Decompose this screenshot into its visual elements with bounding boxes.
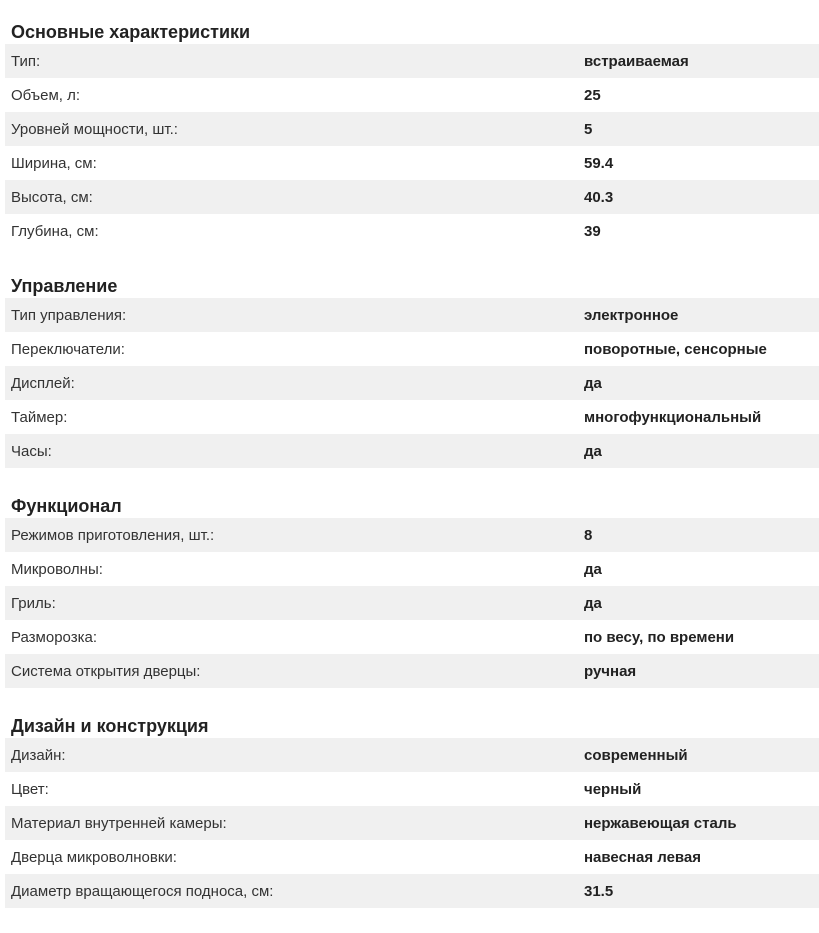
spec-row [5, 434, 819, 468]
spec-label: Гриль: [11, 594, 56, 612]
spec-value: 31.5 [584, 882, 614, 900]
spec-row [5, 586, 819, 620]
spec-label: Разморозка: [11, 628, 98, 646]
spec-row [5, 552, 819, 586]
spec-label: Режимов приготовления, шт.: [11, 526, 215, 544]
spec-value: 5 [584, 120, 593, 138]
spec-label: Тип: [11, 52, 41, 70]
spec-value: нержавеющая сталь [584, 814, 737, 832]
spec-row [5, 298, 819, 332]
spec-value: да [584, 560, 602, 578]
spec-value: электронное [584, 306, 679, 324]
spec-value: черный [584, 780, 642, 798]
spec-row [5, 874, 819, 908]
spec-section [5, 16, 819, 248]
spec-row [5, 738, 819, 772]
spec-rows [5, 738, 819, 908]
spec-rows [5, 44, 819, 248]
spec-label: Материал внутренней камеры: [11, 814, 227, 832]
spec-label: Часы: [11, 442, 52, 460]
spec-value: 40.3 [584, 188, 614, 206]
spec-label: Цвет: [11, 780, 49, 798]
section-title: Функционал [11, 496, 122, 516]
spec-label: Дизайн: [11, 746, 66, 764]
spec-row [5, 214, 819, 248]
spec-label: Переключатели: [11, 340, 125, 358]
spec-label: Система открытия дверцы: [11, 662, 201, 680]
spec-value: поворотные, сенсорные [584, 340, 767, 358]
spec-row [5, 332, 819, 366]
spec-value: современный [584, 746, 688, 764]
spec-label: Диаметр вращающегося подноса, см: [11, 882, 274, 900]
spec-row [5, 772, 819, 806]
spec-value: многофункциональный [584, 408, 762, 426]
spec-section [5, 270, 819, 468]
spec-value: да [584, 374, 602, 392]
spec-label: Микроволны: [11, 560, 103, 578]
spec-row [5, 78, 819, 112]
spec-value: да [584, 442, 602, 460]
spec-value: 8 [584, 526, 593, 544]
section-title: Управление [11, 276, 118, 296]
spec-row [5, 366, 819, 400]
spec-label: Высота, см: [11, 188, 93, 206]
spec-label: Ширина, см: [11, 154, 97, 172]
spec-label: Глубина, см: [11, 222, 99, 240]
spec-value: 39 [584, 222, 601, 240]
spec-section [5, 710, 819, 908]
spec-value: ручная [584, 662, 637, 680]
spec-label: Таймер: [11, 408, 68, 426]
spec-row [5, 44, 819, 78]
section-title: Дизайн и конструкция [11, 716, 209, 736]
spec-value: 25 [584, 86, 601, 104]
spec-rows [5, 298, 819, 468]
spec-value: навесная левая [584, 848, 702, 866]
spec-label: Уровней мощности, шт.: [11, 120, 178, 138]
spec-row [5, 180, 819, 214]
spec-value: да [584, 594, 602, 612]
section-title: Основные характеристики [11, 22, 251, 42]
spec-value: по весу, по времени [584, 628, 735, 646]
spec-value: 59.4 [584, 154, 614, 172]
spec-value: встраиваемая [584, 52, 689, 70]
spec-row [5, 400, 819, 434]
spec-rows [5, 518, 819, 688]
spec-row [5, 146, 819, 180]
spec-label: Объем, л: [11, 86, 81, 104]
spec-row [5, 112, 819, 146]
spec-row [5, 620, 819, 654]
spec-label: Дверца микроволновки: [11, 848, 177, 866]
spec-row [5, 518, 819, 552]
spec-section [5, 490, 819, 688]
spec-label: Тип управления: [11, 306, 127, 324]
spec-row [5, 840, 819, 874]
specifications-table [0, 16, 819, 908]
spec-row [5, 654, 819, 688]
spec-label: Дисплей: [11, 374, 75, 392]
spec-row [5, 806, 819, 840]
